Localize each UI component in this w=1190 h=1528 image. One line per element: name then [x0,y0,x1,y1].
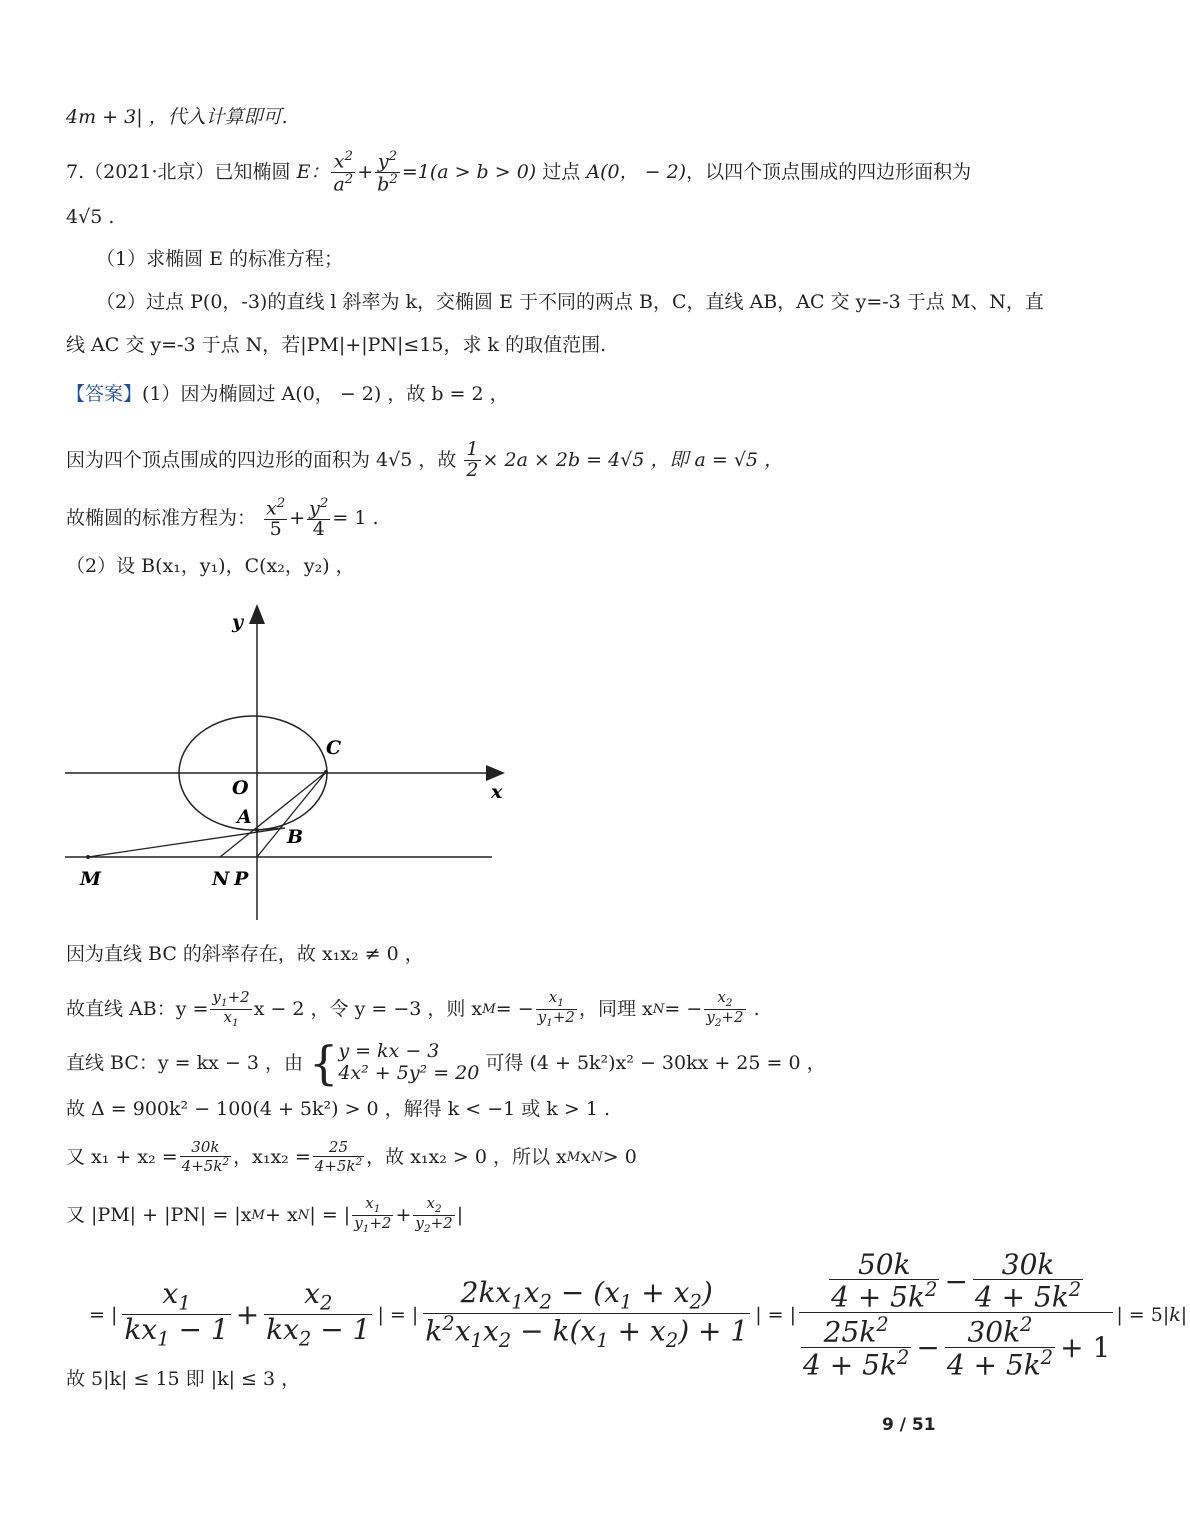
solution-line-2: 故直线 AB：y = $\frac{y_1+2}{x_1}$ x − 2 ，令 y = −3 ，则 x M = − $\frac{x_1}{y_1+2}$ ，同理 x N = − $\frac{x_2}{y_2+2}$ . [66,988,760,1030]
answer-line-3: 故椭圆的标准方程为： $\frac{x^2}{5}$ + $\frac{y^2}{4}$ = 1 . [66,496,379,541]
answer-line-2: 因为四个顶点围成的四边形的面积为 4√5 ，故 $\frac{1}{2}$ × 2a × 2b = 4√5 ，即 a = √5 ， [66,438,784,481]
page-number: 9 / 51 [882,1415,936,1435]
question-7-prefix: 7.（2021·北京）已知椭圆 [66,161,291,184]
part-2-line-2: 线 AC 交 y=-3 于点 N，若|PM|+|PN|≤15，求 k 的取值范围. [66,334,607,356]
x-axis-arrow [486,765,505,781]
fraction-one-half: $\frac{1}{2}$ [466,438,479,481]
label-a: A [237,806,252,828]
ellipse-condition: =1(a > b > 0) [401,161,537,184]
fraction-30k: $\frac{30k}{4+5k^2}$ [181,1138,230,1175]
question-text: ，以四个顶点围成的四边形面积为 [686,161,972,184]
answer-line-4: （2）设 B(x₁，y₁)，C(x₂，y₂) ， [66,555,355,577]
fraction-x2-y2p2-b: $\frac{x_2}{y_2+2}$ [415,1194,453,1236]
y-axis-arrow [249,604,265,624]
label-x: x [491,781,503,803]
solution-line-6: 又 |PM| + |PN| = |x M + x N | = | $\frac{x_1}{y_1+2}$ + $\frac{x_2}{y_2+2}$ | [66,1194,464,1236]
fraction-25: $\frac{25}{4+5k^2}$ [314,1138,363,1175]
fraction-y2-4: $\frac{y^2}{4}$ [309,496,329,541]
solution-line-4: 故 Δ = 900k² − 100(4 + 5k²) > 0 ，解得 k < −1 或 k > 1 . [66,1098,610,1120]
fraction-x2-y2p2: $\frac{x_2}{y_2+2}$ [706,988,744,1030]
label-m: M [80,868,102,890]
part-2-line-1: （2）过点 P(0，-3)的直线 l 斜率为 k，交椭圆 E 于不同的两点 B，C，直线 AB，AC 交 y=-3 于点 M、N，直 [96,291,1044,313]
continuation-line: 4m + 3| ，代入计算即可. [66,106,288,128]
solution-line-3: 直线 BC：y = kx − 3 ，由 { y = kx − 3 4x² + 5y² = 20 可得 (4 + 5k²)x² − 30kx + 25 = 0 ， [66,1036,826,1090]
label-b: B [287,826,304,848]
ellipse-figure [60,598,520,928]
answer-line-1: 【答案】(1）因为椭圆过 A(0， − 2) ，故 b = 2 ， [66,383,509,405]
ellipse-name: E： [296,161,330,184]
fraction-x1-y1p2: $\frac{x_1}{y_1+2}$ [537,988,575,1030]
solution-line-5: 又 x₁ + x₂ = $\frac{30k}{4+5k^2}$ ，x₁x₂ = $\frac{25}{4+5k^2}$ ，故 x₁x₂ > 0 ，所以 x M x N > 0 [66,1138,637,1175]
part-1: （1）求椭圆 E 的标准方程； [96,248,344,270]
answer-tag: 【答案】 [66,383,143,405]
question-text: 过点 [542,161,581,184]
fraction-y1p2-x1: $\frac{y_1+2}{x_1}$ [212,988,250,1030]
fraction-y2-b2: $\frac{y^2}{b^2}$ [377,149,398,196]
area-value: 4√5 . [66,206,115,228]
question-7-stem: 7.（2021·北京）已知椭圆 E： $\frac{x^2}{a^2}$ + $\frac{y^2}{b^2}$ =1(a > b > 0) 过点 A(0， − 2) ，以四个顶点围成的四边形面积为 [66,149,972,196]
label-n: N [212,868,230,890]
label-y: y [232,611,244,633]
big-equation: = | $\frac{x_1}{kx_1 - 1}$ + $\frac{x_2}{kx_2 - 1}$ | = | $\frac{2kx_1x_2 - (x_1 + x_2)}{k^2x_1x_2 - k(x_1 + x_2) + 1}$ | = | $\frac{50k}{4 + 5k^2}$ − $\frac{30k}{4 + 5k^2}$ $\frac{25k^2}{4 + 5k^2}$ − $\frac{30k^2}{4 + 5k^2}$ + 1 | = 5|k| [89,1248,1188,1382]
line-abm [88,828,285,857]
fraction-x1-y1p2-b: $\frac{x_1}{y_1+2}$ [354,1194,392,1236]
final-line: 故 5|k| ≤ 15 即 |k| ≤ 3 ， [66,1368,301,1390]
label-c: C [326,737,342,759]
label-o: O [232,777,249,799]
fraction-x2-a2: $\frac{x^2}{a^2}$ [333,149,354,196]
solution-line-1: 因为直线 BC 的斜率存在，故 x₁x₂ ≠ 0 ， [66,943,424,965]
label-p: P [234,868,249,890]
point-a: A(0， − 2) [586,161,687,184]
fraction-x2-5: $\frac{x^2}{5}$ [266,496,286,541]
equation-system: y = kx − 3 4x² + 5y² = 20 [338,1040,480,1084]
